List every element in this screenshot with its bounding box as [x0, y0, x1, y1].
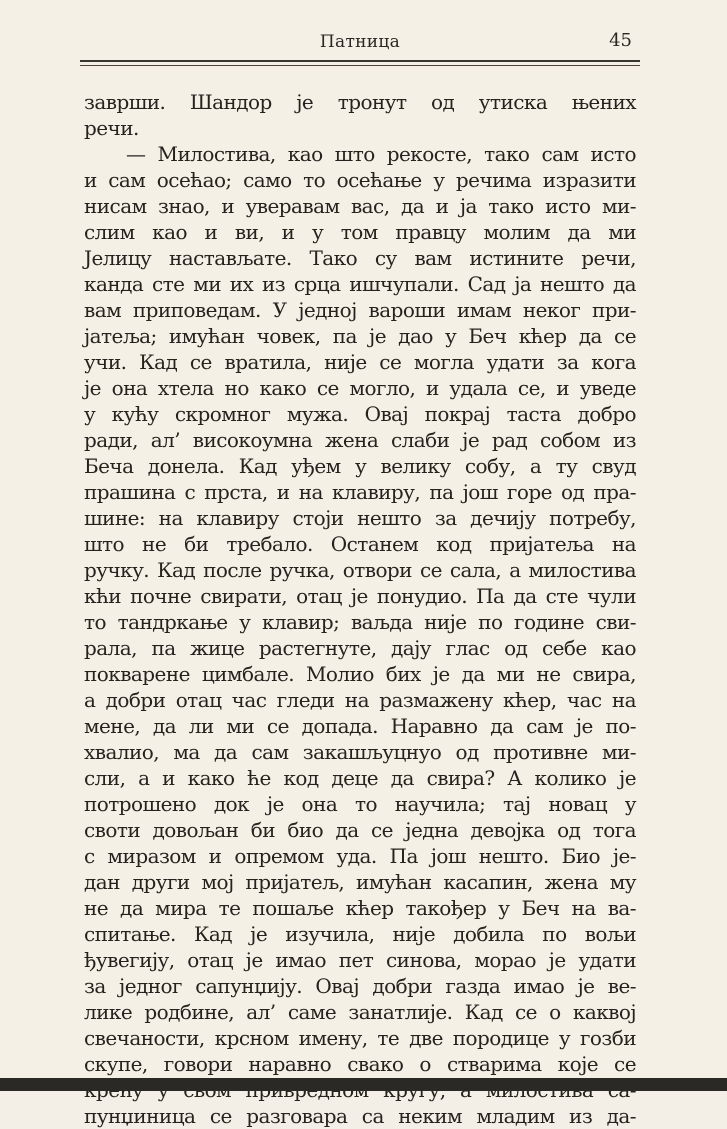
text-line: слим као и ви, и у том правцу молим да ми — [84, 220, 636, 244]
text-line: прашина с прста, и на клавиру, па још горе од пра- — [84, 480, 636, 504]
text-line: учи. Кад се вратила, није се могла удати за кога — [84, 350, 636, 374]
text-line: лике родбине, ал’ саме занатлије. Кад се о каквој — [84, 1000, 636, 1024]
header-rule — [80, 60, 640, 62]
text-line: потрошено док је она то научила; тај новац у — [84, 792, 636, 816]
text-line: свечаности, крсном имену, те две породице у гозби — [84, 1026, 636, 1050]
scan-bottom-edge — [0, 1078, 727, 1091]
body-text — [84, 89, 636, 1129]
text-line: скупе, говори наравно свако о стварима које се — [84, 1052, 636, 1076]
text-line: рала, па жице растегнуте, дају глас од себе као — [84, 636, 636, 660]
header-rule-thin — [80, 65, 640, 66]
text-line: Беча донела. Кад уђем у велику собу, а ту свуд — [84, 454, 636, 478]
text-line: за једног сапунџију. Овај добри газда имао је ве- — [84, 974, 636, 998]
text-line: не да мира те пошаље кћер такођер у Беч на ва- — [84, 896, 636, 920]
text-line: пунџиница се разговара са неким младим из да- — [84, 1104, 636, 1128]
text-line: Јелицу настављате. Тако су вам истините речи, — [84, 246, 636, 270]
text-line: своти довољан би био да се једна девојка од тога — [84, 818, 636, 842]
text-line: хвалио, ма да сам закашљуцнуо од противне ми- — [84, 740, 636, 764]
page-number: 45 — [609, 30, 632, 51]
text-line: с миразом и опремом уда. Па још нешто. Био је- — [84, 844, 636, 868]
running-title: Патница — [319, 32, 401, 52]
text-line: у кућу скромног мужа. Овај покрај таста добро — [84, 402, 636, 426]
text-line: што не би требало. Останем код пријатеља на — [84, 532, 636, 556]
text-line: — Милостива, као што рекосте, тако сам исто — [126, 142, 636, 166]
page-header — [80, 30, 640, 60]
text-line: канда сте ми их из срца ишчупали. Сад ја нешто да — [84, 272, 636, 296]
text-line: нисам знао, и уверавам вас, да и ја тако исто ми- — [84, 194, 636, 218]
text-line: је она хтела но како се могло, и удала се, и уведе — [84, 376, 636, 400]
text-line: а добри отац час гледи на размажену кћер, час на — [84, 688, 636, 712]
text-line: ручку. Кад после ручка, отвори се сала, а милостива — [84, 558, 636, 582]
text-line: шине: на клавиру стоји нешто за дечију потребу, — [84, 506, 636, 530]
text-line: мене, да ли ми се допада. Наравно да сам је по- — [84, 714, 636, 738]
text-line: ради, ал’ високоумна жена слаби је рад собом из — [84, 428, 636, 452]
text-line: и сам осећао; само то осећање у речима изразити — [84, 168, 636, 192]
text-line: дан други мој пријатељ, имућан касапин, жена му — [84, 870, 636, 894]
text-line: кћи почне свирати, отац је понудио. Па да сте чули — [84, 584, 636, 608]
text-line: јатеља; имућан човек, па је дао у Беч кћер да се — [84, 324, 636, 348]
text-line: сли, а и како ће код деце да свира? А колико је — [84, 766, 636, 790]
text-line: вам приповедам. У једној вароши имам неког при- — [84, 298, 636, 322]
text-line: ђувегију, отац је имао пет синова, морао је удати — [84, 948, 636, 972]
text-line: покварене цимбале. Молио бих је да ми не свира, — [84, 662, 636, 686]
text-line: то тандркање у клавир; ваљда није по године сви- — [84, 610, 636, 634]
text-line: речи. — [84, 116, 139, 140]
text-line: заврши. Шандор је тронут од утиска њених — [84, 90, 636, 114]
text-line: спитање. Кад је изучила, није добила по вољи — [84, 922, 636, 946]
